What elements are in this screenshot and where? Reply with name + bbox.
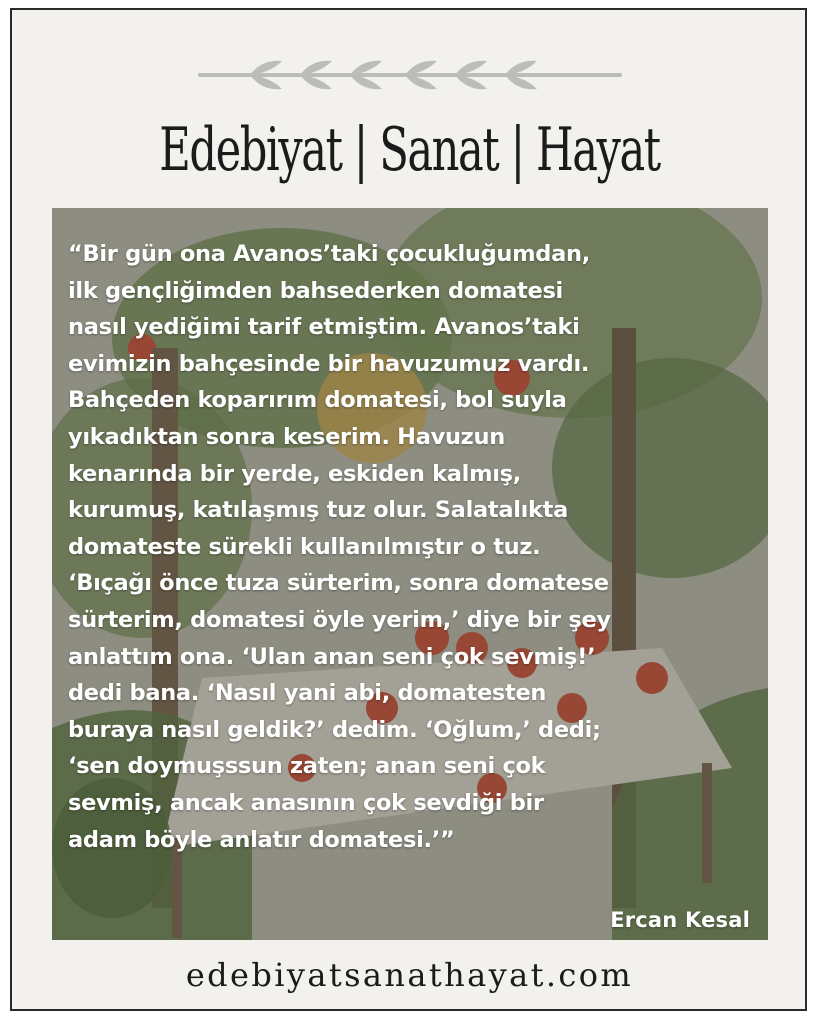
- quote-text: [68, 236, 758, 858]
- masthead-title: Edebiyat | Sanat | Hayat: [159, 115, 660, 185]
- laurel-branch-icon: [190, 55, 630, 95]
- quote-line: adam böyle anlatır domatesi.’”: [68, 826, 455, 853]
- quote-line: kenarında bir yerde, eskiden kalmış,: [68, 460, 521, 487]
- quote-line: sevmiş, ancak anasının çok sevdiği bir: [68, 789, 544, 816]
- quote-line: “Bir gün ona Avanos’taki çocukluğumdan,: [68, 241, 590, 267]
- quote-line: yıkadıktan sonra keserim. Havuzun: [68, 423, 505, 450]
- quote-line: domateste sürekli kullanılmıştır o tuz.: [68, 533, 541, 560]
- quote-line: buraya nasıl geldik?’ dedim. ‘Oğlum,’ dedi;: [68, 716, 601, 743]
- quote-card: [52, 208, 768, 940]
- quote-line: ‘Bıçağı önce tuza sürterim, sonra domatese: [68, 570, 609, 597]
- quote-line: evimizin bahçesinde bir havuzumuz vardı.: [68, 350, 590, 377]
- quote-line: dedi bana. ‘Nasıl yani abi, domatesten: [68, 680, 547, 707]
- quote-line: kurumuş, katılaşmış tuz olur. Salatalıkta: [68, 497, 569, 524]
- quote-line: ilk gençliğimden bahsederken domatesi: [68, 277, 563, 304]
- quote-line: anlattım ona. ‘Ulan anan seni çok sevmiş!’: [68, 643, 596, 670]
- quote-line: nasıl yediğimi tarif etmiştim. Avanos’taki: [68, 314, 580, 341]
- website-url: edebiyatsanathayat.com: [185, 956, 634, 994]
- author-name: Ercan Kesal: [610, 908, 750, 932]
- quote-line: Bahçeden koparırım domatesi, bol suyla: [68, 387, 567, 414]
- quote-line: ‘sen doymuşssun zaten; anan seni çok: [68, 753, 546, 780]
- quote-line: sürterim, domatesi öyle yerim,’ diye bir şey: [68, 606, 611, 633]
